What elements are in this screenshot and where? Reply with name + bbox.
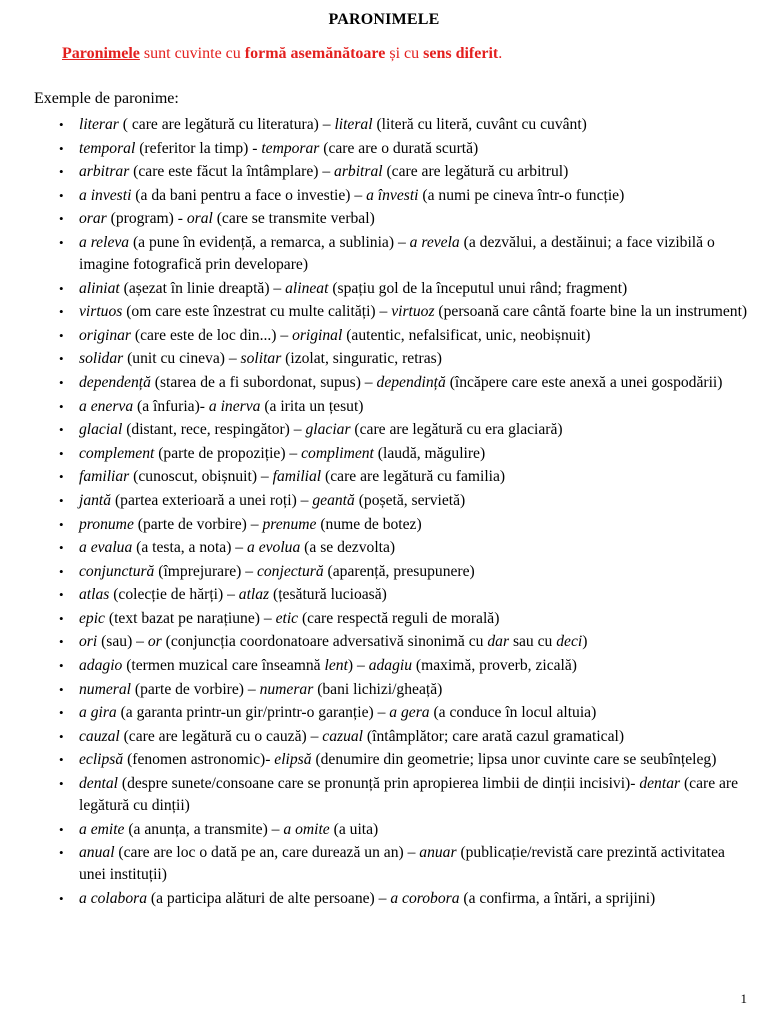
paronym-word-2: anuar bbox=[419, 844, 457, 862]
list-item bbox=[0, 749, 768, 771]
list-item bbox=[0, 161, 768, 183]
paronym-definition-1: (termen muzical care înseamnă bbox=[122, 657, 325, 675]
paronym-word-2: a corobora bbox=[390, 889, 460, 907]
bullet-icon: • bbox=[59, 634, 64, 650]
paronym-word-2: oral bbox=[186, 210, 213, 228]
definition-text-1: sunt cuvinte cu bbox=[139, 45, 245, 62]
bullet-icon: • bbox=[59, 845, 64, 861]
paronym-definition-1: (parte de vorbire) – bbox=[133, 515, 263, 533]
paronym-word-2: literal bbox=[334, 116, 373, 133]
paronym-word-2: a evolua bbox=[247, 539, 301, 557]
list-item bbox=[0, 679, 768, 701]
paronym-definition-1: (starea de a fi subordonat, supus) – bbox=[150, 373, 377, 391]
paronym-word-1: virtuos bbox=[79, 303, 123, 321]
paronym-word-2: or bbox=[147, 633, 162, 651]
paronym-definition-1: (așezat în linie dreaptă) – bbox=[119, 279, 286, 297]
list-item bbox=[0, 819, 768, 841]
list-item bbox=[0, 301, 768, 323]
paronym-definition-2: (a confirma, a întări, a sprijini) bbox=[459, 889, 656, 907]
paronym-list bbox=[0, 114, 768, 911]
list-item bbox=[0, 561, 768, 583]
definition-emphasis-1: formă asemănătoare bbox=[244, 45, 386, 62]
examples-intro: Exemple de paronime: bbox=[34, 90, 179, 107]
bullet-icon: • bbox=[59, 587, 64, 603]
paronym-word-1: a colabora bbox=[79, 889, 148, 907]
paronym-word-1: familiar bbox=[79, 468, 130, 486]
list-item bbox=[0, 185, 768, 207]
bullet-icon: • bbox=[59, 140, 64, 156]
bullet-icon: • bbox=[59, 890, 64, 906]
paronym-definition-1: (a garanta printr-un gir/printr-o garanție) – bbox=[116, 704, 390, 722]
paronym-word-2: adagiu bbox=[368, 657, 413, 675]
paronym-definition-1: (om care este înzestrat cu multe calități) – bbox=[122, 303, 392, 321]
paronym-definition-1: (colecție de hărți) – bbox=[109, 586, 239, 604]
paronym-word-1: cauzal bbox=[79, 727, 120, 745]
paronym-definition-2: (nume de botez) bbox=[316, 515, 422, 533]
paronym-definition-2: (întâmplător; care arată cazul gramatical) bbox=[363, 727, 625, 745]
bullet-icon: • bbox=[59, 681, 64, 697]
paronym-definition-1: (distant, rece, respingător) – bbox=[122, 421, 306, 439]
list-item bbox=[0, 208, 768, 230]
bullet-icon: • bbox=[59, 752, 64, 768]
bullet-icon: • bbox=[59, 492, 64, 508]
list-item bbox=[0, 278, 768, 300]
paronym-word-1: aliniat bbox=[79, 279, 120, 297]
paronym-definition-2: (încăpere care este anexă a unei gospodării) bbox=[445, 373, 723, 391]
paronym-definition-1: (a testa, a nota) – bbox=[132, 539, 248, 557]
bullet-icon: • bbox=[59, 327, 64, 343]
paronym-definition-1: (care are loc o dată pe an, care durează un an) – bbox=[114, 844, 420, 862]
paronym-word-2: prenume bbox=[262, 515, 317, 533]
paronym-word-1: a investi bbox=[79, 186, 132, 204]
paronym-word-1: eclipsă bbox=[79, 751, 124, 769]
paronym-word-1: literar bbox=[79, 116, 119, 133]
bullet-icon: • bbox=[59, 304, 64, 320]
list-item bbox=[0, 232, 768, 276]
bullet-icon: • bbox=[59, 422, 64, 438]
bullet-icon: • bbox=[59, 351, 64, 367]
paronym-definition-1: (a pune în evidență, a remarca, a sublinia) – bbox=[129, 233, 410, 251]
list-item bbox=[0, 419, 768, 441]
paronym-definition-1: (a da bani pentru a face o investie) – bbox=[131, 186, 367, 204]
paronym-definition-2: (maximă, proverb, zicală) bbox=[412, 657, 577, 675]
paronym-definition-1: (despre sunete/consoane care se pronunță prin apropierea limbii de dinții incisivi)- bbox=[117, 775, 640, 793]
paronym-definition-1: (fenomen astronomic)- bbox=[123, 751, 275, 769]
paronym-word-2: a revela bbox=[409, 233, 460, 251]
paronym-word-1: pronume bbox=[79, 515, 134, 533]
paronym-definition-2: (care are o durată scurtă) bbox=[319, 139, 479, 157]
paronym-definition-1: (parte de propoziție) – bbox=[154, 444, 302, 462]
paronym-word-1: dependență bbox=[79, 373, 151, 391]
list-item bbox=[0, 702, 768, 724]
paronym-definition-1: (referitor la timp) - bbox=[135, 139, 262, 157]
list-item bbox=[0, 466, 768, 488]
list-item bbox=[0, 842, 768, 886]
paronym-word-2: numerar bbox=[259, 680, 314, 698]
paronym-definition-2: (a se dezvolta) bbox=[300, 539, 396, 557]
paronym-definition-2: (care are legătură cu era glaciară) bbox=[350, 421, 563, 439]
list-item bbox=[0, 372, 768, 394]
paronym-word-2: a inerva bbox=[208, 397, 261, 415]
paronym-definition-2: (a numi pe cineva într-o funcție) bbox=[418, 186, 625, 204]
paronym-definition-2: (denumire din geometrie; lipsa unor cuvinte care se seubînțeleg) bbox=[311, 751, 717, 769]
paronym-word-1: a enerva bbox=[79, 397, 134, 415]
bullet-icon: • bbox=[59, 821, 64, 837]
page-title: PARONIMELE bbox=[328, 11, 440, 28]
paronym-definition-1: (partea exterioară a unei roți) – bbox=[111, 491, 313, 509]
paronym-definition-1: (cunoscut, obișnuit) – bbox=[129, 468, 273, 486]
paronym-definition-2: (poșetă, servietă) bbox=[354, 491, 466, 509]
paronym-definition-1: (program) - bbox=[106, 210, 187, 228]
paronym-definition-1: (a anunța, a transmite) – bbox=[124, 820, 284, 838]
paronym-word-1: glacial bbox=[79, 421, 123, 439]
paronym-word-2: atlaz bbox=[238, 586, 270, 604]
definition-text-3: . bbox=[498, 45, 503, 62]
paronym-definition-1: (împrejurare) – bbox=[154, 562, 257, 580]
bullet-icon: • bbox=[59, 728, 64, 744]
paronym-word-1: complement bbox=[79, 444, 155, 462]
paronym-word-1: ori bbox=[79, 633, 98, 651]
paronym-word-1: arbitrar bbox=[79, 163, 130, 181]
paronym-word-1: originar bbox=[79, 326, 131, 344]
paronym-word-1: temporal bbox=[79, 139, 136, 157]
paronym-definition-1: (text bazat pe narațiune) – bbox=[104, 609, 276, 627]
paronym-definition-1: (care este făcut la întâmplare) – bbox=[129, 163, 335, 181]
paronym-definition-1: (care este de loc din...) – bbox=[131, 326, 293, 344]
paronym-word-1: jantă bbox=[79, 491, 112, 509]
paronym-definition-1: (unit cu cineva) – bbox=[123, 350, 241, 368]
paronym-word-2: familial bbox=[272, 468, 322, 486]
list-item bbox=[0, 537, 768, 559]
paronym-word-1: solidar bbox=[79, 350, 124, 368]
paronym-word-2: dependință bbox=[376, 373, 446, 391]
paronym-word-2: glaciar bbox=[305, 421, 351, 439]
definition-term: Paronimele bbox=[62, 45, 140, 62]
paronym-definition-2: (literă cu literă, cuvânt cu cuvânt) bbox=[372, 116, 587, 133]
bullet-icon: • bbox=[59, 280, 64, 296]
paronym-separator: ) – bbox=[347, 657, 369, 675]
paronym-word-1: a gira bbox=[79, 704, 117, 722]
paronym-word-1: dental bbox=[79, 775, 118, 793]
paronym-word-1: orar bbox=[79, 210, 107, 228]
paronym-definition-2: (a uita) bbox=[329, 820, 379, 838]
paronym-definition-1: (care are legătură cu o cauză) – bbox=[119, 727, 323, 745]
list-item bbox=[0, 888, 768, 910]
paronym-word-1: a releva bbox=[79, 233, 130, 251]
list-item bbox=[0, 584, 768, 606]
paronym-definition-2: (autentic, nefalsificat, unic, neobișnuit) bbox=[342, 326, 591, 344]
paronym-word-2: virtuoz bbox=[391, 303, 435, 321]
inline-text: sau cu bbox=[509, 633, 557, 651]
paronym-word-1: anual bbox=[79, 844, 115, 862]
inline-text: ) bbox=[582, 633, 588, 651]
paronym-word-2: elipsă bbox=[274, 751, 312, 769]
paronym-word-1: numeral bbox=[79, 680, 131, 698]
bullet-icon: • bbox=[59, 164, 64, 180]
list-item bbox=[0, 773, 768, 817]
list-item bbox=[0, 655, 768, 677]
bullet-icon: • bbox=[59, 445, 64, 461]
paronym-definition-2: (publicație/revistă care prezintă activitatea unei instituții) bbox=[79, 844, 725, 884]
paronym-word-2: compliment bbox=[301, 444, 374, 462]
paronym-definition-1: (a participa alături de alte persoane) – bbox=[147, 889, 391, 907]
bullet-icon: • bbox=[59, 516, 64, 532]
paronym-word-2: a învesti bbox=[366, 186, 419, 204]
paronym-word-2: etic bbox=[275, 609, 299, 627]
paronym-definition-2: (laudă, măgulire) bbox=[373, 444, 486, 462]
bullet-icon: • bbox=[59, 187, 64, 203]
definition-emphasis-2: sens diferit bbox=[423, 45, 499, 62]
list-item bbox=[0, 608, 768, 630]
list-item bbox=[0, 514, 768, 536]
paronym-word-1: epic bbox=[79, 609, 105, 627]
list-item bbox=[0, 443, 768, 465]
paronym-word-2: solitar bbox=[240, 350, 282, 368]
bullet-icon: • bbox=[59, 776, 64, 792]
bullet-icon: • bbox=[59, 658, 64, 674]
paronym-definition-2: (care se transmite verbal) bbox=[212, 210, 375, 228]
bullet-icon: • bbox=[59, 469, 64, 485]
paronym-definition-2: (care are legătură cu dinții) bbox=[79, 775, 739, 815]
bullet-icon: • bbox=[59, 540, 64, 556]
paronym-definition-2: (persoană care cântă foarte bine la un instrument) bbox=[434, 303, 748, 321]
paronym-definition-2: (conjuncția coordonatoare adversativă sinonimă cu bbox=[161, 633, 488, 651]
paronym-definition-2: (a conduce în locul altuia) bbox=[429, 704, 597, 722]
paronym-word-2: geantă bbox=[312, 491, 355, 509]
paronym-definition-2: (aparență, presupunere) bbox=[323, 562, 475, 580]
paronym-definition-2: (spațiu gol de la începutul unui rând; fragment) bbox=[328, 279, 628, 297]
paronym-word-2: alineat bbox=[285, 279, 329, 297]
bullet-icon: • bbox=[59, 705, 64, 721]
list-item bbox=[0, 325, 768, 347]
paronym-definition-2: (țesătură lucioasă) bbox=[269, 586, 387, 604]
list-item bbox=[0, 114, 768, 136]
paronym-word-2: a omite bbox=[283, 820, 330, 838]
paronym-word-2: dentar bbox=[639, 775, 681, 793]
paronym-definition-2: (bani lichizi/gheață) bbox=[313, 680, 443, 698]
definition-text-2: și cu bbox=[385, 45, 424, 62]
paronym-definition-1: (a înfuria)- bbox=[133, 397, 209, 415]
paronym-word-1: atlas bbox=[79, 586, 110, 604]
inline-italic-term: lent bbox=[324, 657, 348, 675]
list-item bbox=[0, 726, 768, 748]
list-item bbox=[0, 138, 768, 160]
paronym-definition-2: (izolat, singuratic, retras) bbox=[281, 350, 442, 368]
paronym-word-2: a gera bbox=[389, 704, 430, 722]
page-number: 1 bbox=[740, 991, 747, 1006]
list-item bbox=[0, 490, 768, 512]
paronym-definition-2: (care are legătură cu arbitrul) bbox=[382, 163, 569, 181]
paronym-definition-1: ( care are legătură cu literatura) – bbox=[118, 116, 335, 133]
definition-line bbox=[62, 45, 502, 63]
bullet-icon: • bbox=[59, 211, 64, 227]
bullet-icon: • bbox=[59, 563, 64, 579]
list-item bbox=[0, 396, 768, 418]
paronym-word-1: adagio bbox=[79, 657, 123, 675]
list-item bbox=[0, 348, 768, 370]
paronym-word-2: original bbox=[292, 326, 343, 344]
bullet-icon: • bbox=[59, 117, 64, 132]
bullet-icon: • bbox=[59, 610, 64, 626]
bullet-icon: • bbox=[59, 398, 64, 414]
paronym-word-2: cazual bbox=[322, 727, 364, 745]
bullet-icon: • bbox=[59, 234, 64, 250]
paronym-definition-2: (a dezvălui, a destăinui; a face vizibilă o imagine fotografică prin developare) bbox=[79, 233, 715, 273]
paronym-word-2: arbitral bbox=[334, 163, 383, 181]
paronym-word-1: a evalua bbox=[79, 539, 133, 557]
bullet-icon: • bbox=[59, 374, 64, 390]
paronym-word-1: a emite bbox=[79, 820, 125, 838]
paronym-definition-2: (a irita un țesut) bbox=[260, 397, 364, 415]
list-item bbox=[0, 631, 768, 653]
paronym-word-2: temporar bbox=[261, 139, 320, 157]
paronym-word-2: conjectură bbox=[256, 562, 324, 580]
inline-italic-term: deci bbox=[556, 633, 583, 651]
paronym-definition-2: (care are legătură cu familia) bbox=[321, 468, 506, 486]
inline-italic-term: dar bbox=[487, 633, 510, 651]
paronym-definition-2: (care respectă reguli de morală) bbox=[298, 609, 500, 627]
paronym-definition-1: (parte de vorbire) – bbox=[130, 680, 260, 698]
paronym-definition-1: (sau) – bbox=[97, 633, 148, 651]
paronym-word-1: conjunctură bbox=[79, 562, 155, 580]
